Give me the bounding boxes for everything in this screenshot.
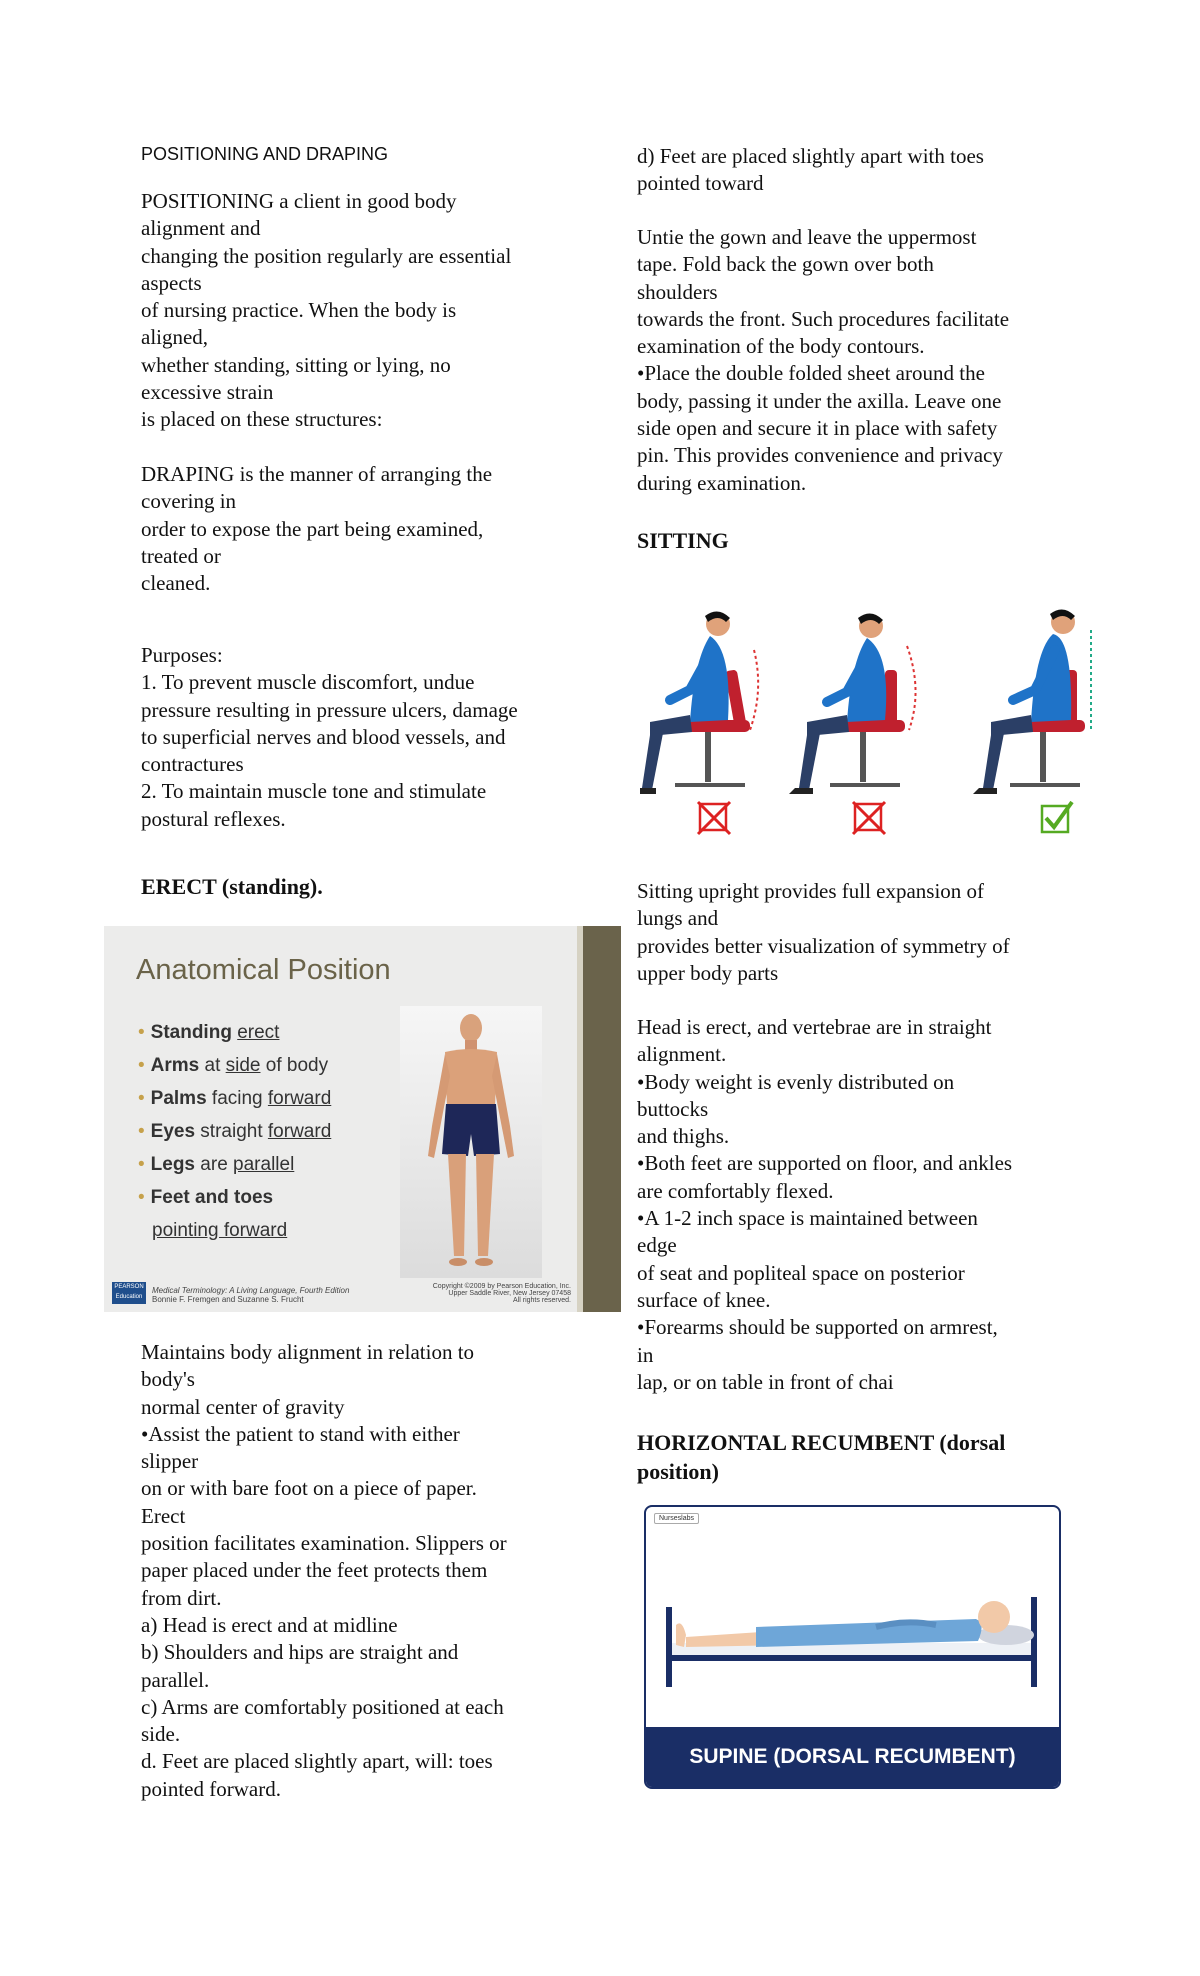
text-line: from dirt. [141, 1585, 222, 1610]
wrong-mark-icon [698, 802, 730, 834]
slide-copyright [421, 1283, 571, 1304]
supine-banner: SUPINE (DORSAL RECUMBENT) [646, 1727, 1059, 1787]
slide-footer [152, 1286, 349, 1304]
draping-paragraph [141, 461, 581, 597]
text-line: covering in [141, 489, 237, 514]
text-line: to superficial nerves and blood vessels, and [141, 724, 506, 749]
text-line: pointed toward [637, 171, 764, 196]
text-line: lap, or on table in front of chai [637, 1369, 894, 1394]
text-line: provides better visualization of symmetry of [637, 933, 1010, 958]
slide-title: Anatomical Position [136, 954, 391, 986]
copyright-line: Copyright ©2009 by Pearson Education, Inc. [432, 1283, 571, 1290]
text-line: pin. This provides convenience and privacy [637, 443, 1003, 468]
text-line: and thighs. [637, 1124, 730, 1149]
slide-item-text: facing [206, 1088, 268, 1109]
sitting-detail-paragraph [637, 1014, 1097, 1396]
text-line: pressure resulting in pressure ulcers, damage [141, 697, 518, 722]
text-line: is placed on these structures: [141, 407, 383, 432]
supine-illustration [644, 1505, 1061, 1789]
anatomical-position-slide [104, 926, 621, 1312]
text-line: DRAPING is the manner of arranging the [141, 462, 493, 486]
text-line: •A 1-2 inch space is maintained between [637, 1206, 978, 1231]
text-line: on or with bare foot on a piece of paper. [141, 1476, 477, 1501]
text-line: Purposes: [141, 643, 223, 667]
text-line: body, passing it under the axilla. Leave one [637, 388, 1002, 413]
text-line: surface of knee. [637, 1287, 771, 1312]
text-line: towards the front. Such procedures facilitate [637, 306, 1010, 331]
slide-item-underline: parallel [233, 1154, 295, 1175]
text-line: treated or [141, 543, 221, 568]
sitting-figure-upright [973, 609, 1091, 794]
text-line: alignment. [637, 1042, 727, 1067]
horizontal-heading [637, 1428, 1097, 1486]
wrong-mark-icon [853, 802, 885, 834]
erect-paragraph [141, 1339, 581, 1803]
text-line: Maintains body alignment in relation to [141, 1340, 475, 1364]
slide-footer-line: Medical Terminology: A Living Language, Fourth Edition [152, 1286, 350, 1295]
text-line: Head is erect, and vertebrae are in straight [637, 1015, 992, 1039]
sitting-heading [637, 526, 1097, 555]
sitting-paragraph [637, 878, 1097, 987]
text-line: in [637, 1342, 654, 1367]
text-line: 1. To prevent muscle discomfort, undue [141, 670, 475, 695]
slide-item-underline: pointing forward [152, 1220, 288, 1241]
text-line: aspects [141, 270, 202, 295]
text-line: POSITIONING a client in good body [141, 189, 457, 213]
page-header: POSITIONING AND DRAPING [141, 144, 389, 164]
text-line: upper body parts [637, 960, 779, 985]
text-line: Untie the gown and leave the uppermost [637, 225, 977, 249]
text-line: d. Feet are placed slightly apart, will: toes [141, 1749, 493, 1774]
slide-item-text: of body [260, 1055, 329, 1076]
text-line: side open and secure it in place with safety [637, 416, 998, 441]
slide-item-bold: Legs [150, 1154, 196, 1175]
text-line: normal center of gravity [141, 1394, 345, 1419]
text-line: lungs and [637, 906, 719, 931]
slide-item-underline: forward [267, 1121, 332, 1142]
sitting-posture-illustration [640, 600, 1110, 840]
text-line: body's [141, 1367, 195, 1392]
text-line: c) Arms are comfortably positioned at each [141, 1694, 504, 1719]
text-line: aligned, [141, 325, 209, 350]
text-line: edge [637, 1233, 677, 1258]
text-line: •Forearms should be supported on armrest, [637, 1315, 998, 1340]
slide-item [138, 1148, 331, 1181]
text-line: of seat and popliteal space on posterior [637, 1260, 965, 1285]
copyright-line: All rights reserved. [513, 1297, 571, 1304]
text-line: •Both feet are supported on floor, and ankles [637, 1151, 1013, 1176]
slide-sidebar [583, 926, 621, 1312]
text-line: excessive strain [141, 380, 274, 405]
purposes-paragraph [141, 642, 581, 833]
text-line: d) Feet are placed slightly apart with toes [637, 144, 984, 168]
text-line: order to expose the part being examined, [141, 516, 484, 541]
erect-heading [141, 872, 581, 901]
slide-footer-line: Bonnie F. Fremgen and Suzanne S. Frucht [152, 1295, 304, 1304]
text-line: changing the position regularly are essential [141, 243, 512, 268]
text-line: b) Shoulders and hips are straight and [141, 1640, 459, 1665]
slide-item [138, 1049, 331, 1082]
section-heading: ERECT (standing). [141, 874, 323, 899]
text-line: alignment and [141, 216, 261, 241]
text-line: position facilitates examination. Slippers or [141, 1531, 507, 1556]
slide-item-bold: Standing [150, 1022, 238, 1043]
standing-man-photo [400, 1006, 542, 1278]
slide-item-bold: Eyes [150, 1121, 196, 1142]
feet-paragraph [637, 143, 1097, 198]
slide-item-bold: Palms [150, 1088, 207, 1109]
text-line: Erect [141, 1503, 186, 1528]
text-line: side. [141, 1722, 181, 1747]
slide-item-underline: erect [237, 1022, 280, 1043]
section-heading: position) [637, 1459, 719, 1484]
sitting-figure-slouched [640, 611, 758, 794]
section-heading: HORIZONTAL RECUMBENT (dorsal [637, 1430, 1006, 1455]
section-heading: SITTING [637, 528, 729, 553]
text-line: contractures [141, 752, 244, 777]
text-line: examination of the body contours. [637, 334, 925, 359]
text-line: whether standing, sitting or lying, no [141, 352, 451, 377]
text-line: of nursing practice. When the body is [141, 298, 457, 323]
slide-item-text: at [199, 1055, 226, 1076]
copyright-line: Upper Saddle River, New Jersey 07458 [448, 1290, 571, 1297]
nurseslabs-logo: Nurseslabs [654, 1513, 699, 1524]
slide-item-bold: Arms [150, 1055, 200, 1076]
text-line: buttocks [637, 1096, 709, 1121]
text-line: a) Head is erect and at midline [141, 1612, 398, 1637]
slide-item [138, 1181, 331, 1247]
text-line: paper placed under the feet protects them [141, 1558, 488, 1583]
pearson-logo: PEARSON Education [112, 1282, 146, 1304]
text-line: cleaned. [141, 571, 211, 596]
text-line: postural reflexes. [141, 806, 286, 831]
text-line: •Body weight is evenly distributed on [637, 1069, 955, 1094]
text-line: pointed forward. [141, 1776, 281, 1801]
text-line: tape. Fold back the gown over both [637, 252, 934, 277]
slide-item [138, 1082, 331, 1115]
text-line: Sitting upright provides full expansion of [637, 879, 985, 903]
text-line: •Place the double folded sheet around the [637, 361, 985, 386]
slide-item-text: straight [195, 1121, 268, 1142]
text-line: •Assist the patient to stand with either [141, 1421, 460, 1446]
text-line: are comfortably flexed. [637, 1178, 834, 1203]
text-line: during examination. [637, 470, 807, 495]
text-line: parallel. [141, 1667, 210, 1692]
text-line: 2. To maintain muscle tone and stimulate [141, 779, 487, 804]
positioning-paragraph [141, 188, 581, 434]
slide-item-underline: forward [267, 1088, 332, 1109]
gown-paragraph [637, 224, 1097, 497]
slide-item-underline: side [225, 1055, 261, 1076]
slide-item [138, 1016, 331, 1049]
slide-item [138, 1115, 331, 1148]
slide-list [138, 1016, 331, 1247]
slide-item-text: are [195, 1154, 234, 1175]
check-mark-icon [1042, 802, 1072, 832]
sitting-figure-leaning [789, 613, 916, 794]
text-line: shoulders [637, 279, 718, 304]
text-line: slipper [141, 1449, 199, 1474]
slide-item-bold: Feet and toes [150, 1187, 274, 1208]
